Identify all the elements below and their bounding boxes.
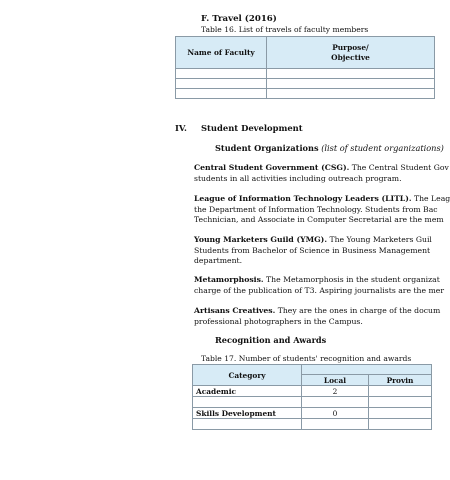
org-name: League of Information Technology Leaders (LITL). [194,194,412,203]
table-row [193,397,432,408]
org-text: students in all activities including outreach program. [194,173,402,183]
table-cell [193,397,302,408]
org-text: Technician, and Associate in Computer Secretarial are the mem [194,215,444,224]
table-cell [369,386,432,397]
table-cell [267,69,435,79]
org-text: professional photographers in the Campus. [194,316,363,326]
section-iv-title: Student Development [201,123,303,133]
table17-header-category: Category [193,365,302,386]
org-paragraph-artisans [194,306,440,327]
table-row [176,69,435,79]
table-cell [176,69,267,79]
table-cell [176,79,267,89]
table16-header-purpose: Purpose/ Objective [267,37,435,69]
table17-header-local: Local [302,375,369,386]
organizations-heading [215,143,444,153]
section-f-title: F. Travel (2016) [201,14,277,24]
table-row [193,419,432,430]
table-cell [302,419,369,430]
org-text: The Leag [411,194,450,203]
org-name: Metamorphosis. [194,275,264,284]
org-paragraph-litl [194,194,450,226]
table-row [193,408,432,419]
table16 [175,36,435,99]
org-text: the Department of Information Technology. Students from Bac [194,204,438,214]
organizations-heading-text: Student Organizations [215,143,319,153]
table17-local: 2 [302,386,369,397]
table17-caption: Table 17. Number of students' recognition and awards [201,354,412,363]
section-iv-numeral: IV. [175,123,187,133]
table-cell [302,397,369,408]
org-text: The Central Student Gov [349,163,449,172]
org-paragraph-csg [194,163,449,184]
org-paragraph-ymg [194,235,432,267]
org-paragraph-metamorphosis [194,275,444,296]
table-cell [369,408,432,419]
org-name: Central Student Government (CSG). [194,163,350,172]
organizations-heading-note: (list of student organizations) [321,143,444,153]
table-row [193,386,432,397]
table-cell [267,79,435,89]
table-cell [369,397,432,408]
table17 [192,364,432,430]
table-cell [267,89,435,99]
org-name: Artisans Creatives. [194,306,276,315]
table-cell [369,419,432,430]
org-text: Students from Bachelor of Science in Business Management [194,245,431,255]
org-text: charge of the publication of T3. Aspiring journalists are the mer [194,285,445,295]
table17-header-spacer [302,365,432,375]
org-text: The Young Marketers Guil [327,235,432,244]
table16-caption: Table 16. List of travels of faculty members [201,25,369,34]
table-cell [176,89,267,99]
recognition-heading: Recognition and Awards [215,335,327,345]
table17-header-provincial: Provin [369,375,432,386]
table-row [176,89,435,99]
org-text: department. [194,256,243,265]
table-row [176,79,435,89]
table17-local: 0 [302,408,369,419]
org-text: They are the ones in charge of the docum [275,306,441,315]
org-name: Young Marketers Guild (YMG). [194,235,327,244]
table17-category: Skills Development [193,408,302,419]
table17-category: Academic [193,386,302,397]
org-text: The Metamorphosis in the student organizat [263,275,440,284]
table-cell [193,419,302,430]
table16-header-name: Name of Faculty [176,37,267,69]
